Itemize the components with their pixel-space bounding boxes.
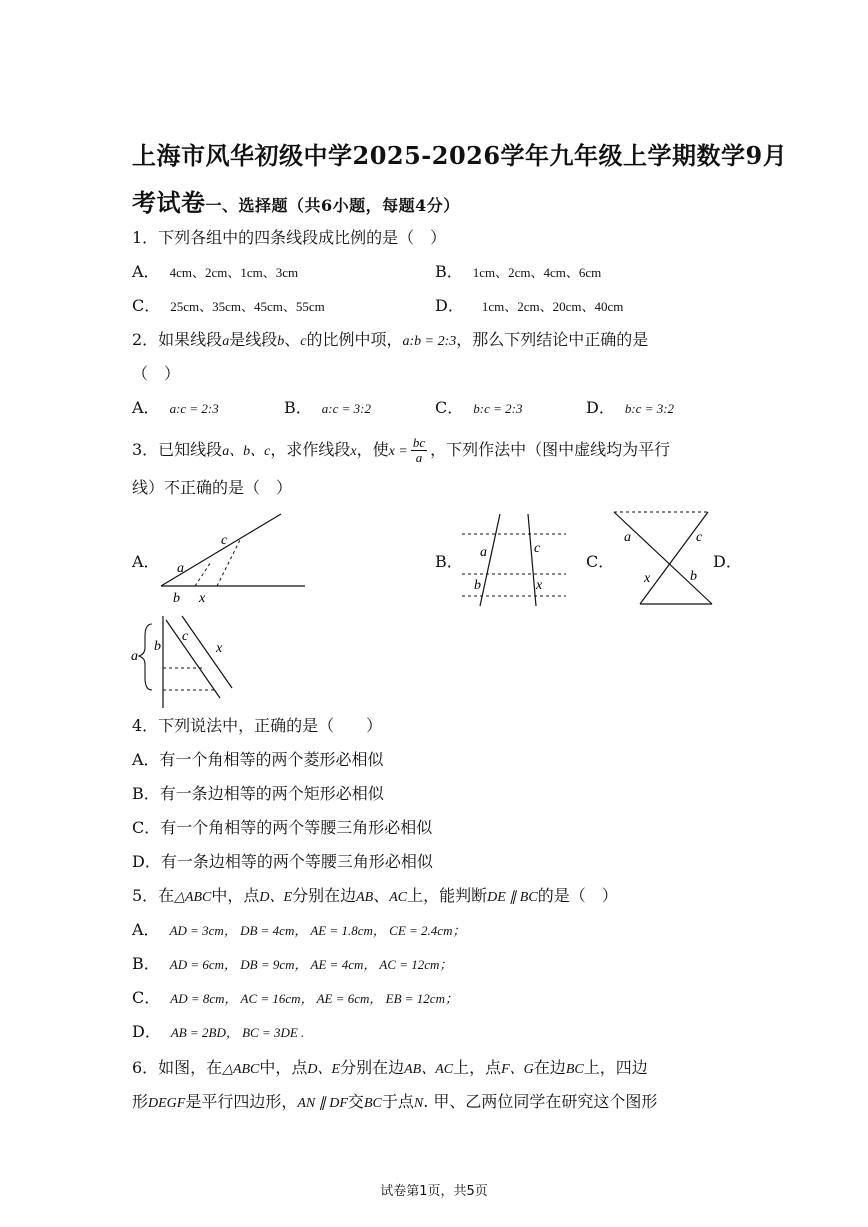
label-a: a [177, 561, 184, 576]
exam-title: 上海市风华初级中学2025-2026学年九年级上学期数学9月 [132, 141, 788, 170]
parallel-expr: AN ∥ DF [297, 1096, 348, 1111]
option-value: b:c = 2:3 [473, 401, 523, 416]
question-2-stem [132, 330, 648, 352]
text: 中，点 [259, 1058, 308, 1077]
q3-figure-c [610, 508, 720, 612]
q3-figure-a [155, 510, 315, 609]
question-1-stem: 1．下列各组中的四条线段成比例的是（ ） [132, 228, 447, 247]
triangle: △ABC [174, 890, 212, 905]
text: ，使 [356, 440, 389, 459]
q5-option-d [132, 1022, 304, 1043]
fraction [411, 436, 427, 465]
text: . 甲、乙两位同学在研究这个图形 [423, 1092, 658, 1111]
quadrilateral: DEGF [148, 1096, 186, 1111]
point: N [413, 1096, 424, 1111]
numerator: bc [412, 435, 426, 450]
text: ，那么下列结论中正确的是 [456, 330, 649, 349]
q4-option-a: A．有一个角相等的两个菱形必相似 [132, 750, 384, 769]
text: ，下列作法中（图中虚线均为平行 [430, 440, 671, 459]
q2-option-b [284, 398, 371, 419]
option-label: B． [435, 262, 463, 281]
option-value: AD = 8cm， AC = 16cm， AE = 6cm， EB = 12cm； [170, 991, 458, 1006]
q1-option-d [435, 296, 623, 317]
question-6-line2 [132, 1092, 657, 1114]
label-c: c [182, 629, 189, 644]
option-value: AB = 2BD， BC = 3DE . [170, 1025, 305, 1040]
text: 上，点 [453, 1058, 502, 1077]
question-5-stem [132, 886, 618, 908]
label-b: b [173, 591, 180, 605]
option-value: a:c = 2:3 [169, 401, 219, 416]
var-c: c [300, 334, 307, 349]
q5-option-b [132, 954, 452, 975]
text: 在边 [533, 1058, 566, 1077]
option-label: D． [435, 296, 464, 315]
q3-option-d-label: D． [713, 552, 742, 571]
q1-option-a [132, 262, 298, 283]
exam-title-suffix: 考试卷 [132, 188, 206, 217]
label-a: a [131, 649, 138, 664]
text: ，求作线段 [270, 440, 351, 459]
text: 、 [284, 330, 301, 349]
segment: AC [389, 890, 408, 905]
option-label: B． [284, 398, 312, 417]
label-b: b [154, 639, 161, 654]
text: 上，四边 [583, 1058, 648, 1077]
text: 是平行四边形， [185, 1092, 298, 1111]
denominator: a [415, 450, 423, 465]
q2-option-a [132, 398, 219, 419]
label-a: a [624, 530, 631, 545]
question-3-stem-line2: 线）不正确的是（ ） [132, 478, 293, 497]
option-value: 1cm、2cm、4cm、6cm [472, 265, 602, 280]
q3-option-a-label: A． [132, 552, 160, 571]
page-footer: 试卷第1页，共5页 [380, 1184, 488, 1199]
option-label: C． [132, 296, 161, 315]
option-value: a:c = 3:2 [321, 401, 371, 416]
q5-option-a [132, 920, 465, 941]
question-3-stem [132, 436, 670, 466]
text: 6．如图，在 [132, 1058, 223, 1077]
q3-figure-b [460, 510, 570, 614]
q4-option-d: D．有一条边相等的两个等腰三角形必相似 [132, 852, 433, 871]
option-label: A． [132, 920, 160, 939]
text: 上，能判断 [407, 886, 488, 905]
option-label: C． [132, 988, 161, 1007]
q3-option-c-label: C． [586, 552, 615, 571]
text: 分别在边 [340, 1058, 405, 1077]
var-a: a [222, 334, 230, 349]
option-label: B． [132, 954, 160, 973]
label-x: x [199, 591, 206, 605]
q2-option-c [435, 398, 522, 419]
q4-option-b: B．有一条边相等的两个矩形必相似 [132, 784, 384, 803]
points: F、G [501, 1062, 534, 1077]
text: 的比例中项， [306, 330, 403, 349]
segments: AB、AC [404, 1062, 454, 1077]
eq-lhs: x = [388, 444, 408, 459]
text: 分别在边 [292, 886, 357, 905]
label-c: c [534, 541, 541, 556]
option-label: C． [435, 398, 464, 417]
text: 、 [373, 886, 390, 905]
var-b: b [277, 334, 285, 349]
text: 的是（ ） [537, 886, 618, 905]
label-x: x [536, 578, 543, 593]
q1-option-b [435, 262, 601, 283]
text: 于点 [381, 1092, 414, 1111]
question-4-stem: 4．下列说法中，正确的是（ ） [132, 716, 383, 735]
ratio: a:b = 2:3 [402, 334, 457, 349]
question-2-paren: （ ） [132, 364, 181, 383]
option-value: 25cm、35cm、45cm、55cm [170, 299, 325, 314]
label-b: b [474, 578, 481, 593]
q4-option-c: C．有一个角相等的两个等腰三角形必相似 [132, 818, 433, 837]
q2-option-d [586, 398, 674, 419]
question-6-line1 [132, 1058, 648, 1080]
segment: BC [363, 1096, 382, 1111]
points: D、E [259, 890, 293, 905]
label-x: x [216, 641, 223, 656]
text: 是线段 [229, 330, 278, 349]
option-value: 4cm、2cm、1cm、3cm [169, 265, 299, 280]
label-x: x [644, 571, 651, 586]
option-label: A． [132, 398, 160, 417]
q1-option-c [132, 296, 325, 317]
option-label: D． [132, 1022, 161, 1041]
text: 中，点 [211, 886, 260, 905]
text: 形 [132, 1092, 149, 1111]
text: 5．在 [132, 886, 175, 905]
parallel-expr: DE ∥ BC [487, 890, 538, 905]
option-label: D． [586, 398, 615, 417]
text: 2．如果线段 [132, 330, 223, 349]
q5-option-c [132, 988, 458, 1009]
points: D、E [307, 1062, 341, 1077]
label-b: b [690, 569, 697, 584]
text: 交 [347, 1092, 364, 1111]
section-heading: 一、选择题（共6小题，每题4分） [205, 196, 460, 215]
triangle: △ABC [222, 1062, 260, 1077]
label-c: c [221, 533, 228, 548]
option-value: 1cm、2cm、20cm、40cm [481, 299, 624, 314]
q3-option-b-label: B． [435, 552, 463, 571]
option-value: AD = 6cm， DB = 9cm， AE = 4cm， AC = 12cm； [169, 957, 453, 972]
text: 3．已知线段 [132, 440, 223, 459]
q3-figure-d [128, 612, 238, 716]
option-value: AD = 3cm， DB = 4cm， AE = 1.8cm， CE = 2.4cm； [169, 923, 466, 938]
option-label: A． [132, 262, 160, 281]
label-c: c [696, 530, 703, 545]
label-a: a [480, 545, 487, 560]
segment: AB [356, 890, 374, 905]
exam-title-line2 [132, 183, 752, 218]
var-x: x [350, 444, 357, 459]
vars: a、b、c [222, 444, 271, 459]
segment: BC [565, 1062, 584, 1077]
option-value: b:c = 3:2 [624, 401, 675, 416]
